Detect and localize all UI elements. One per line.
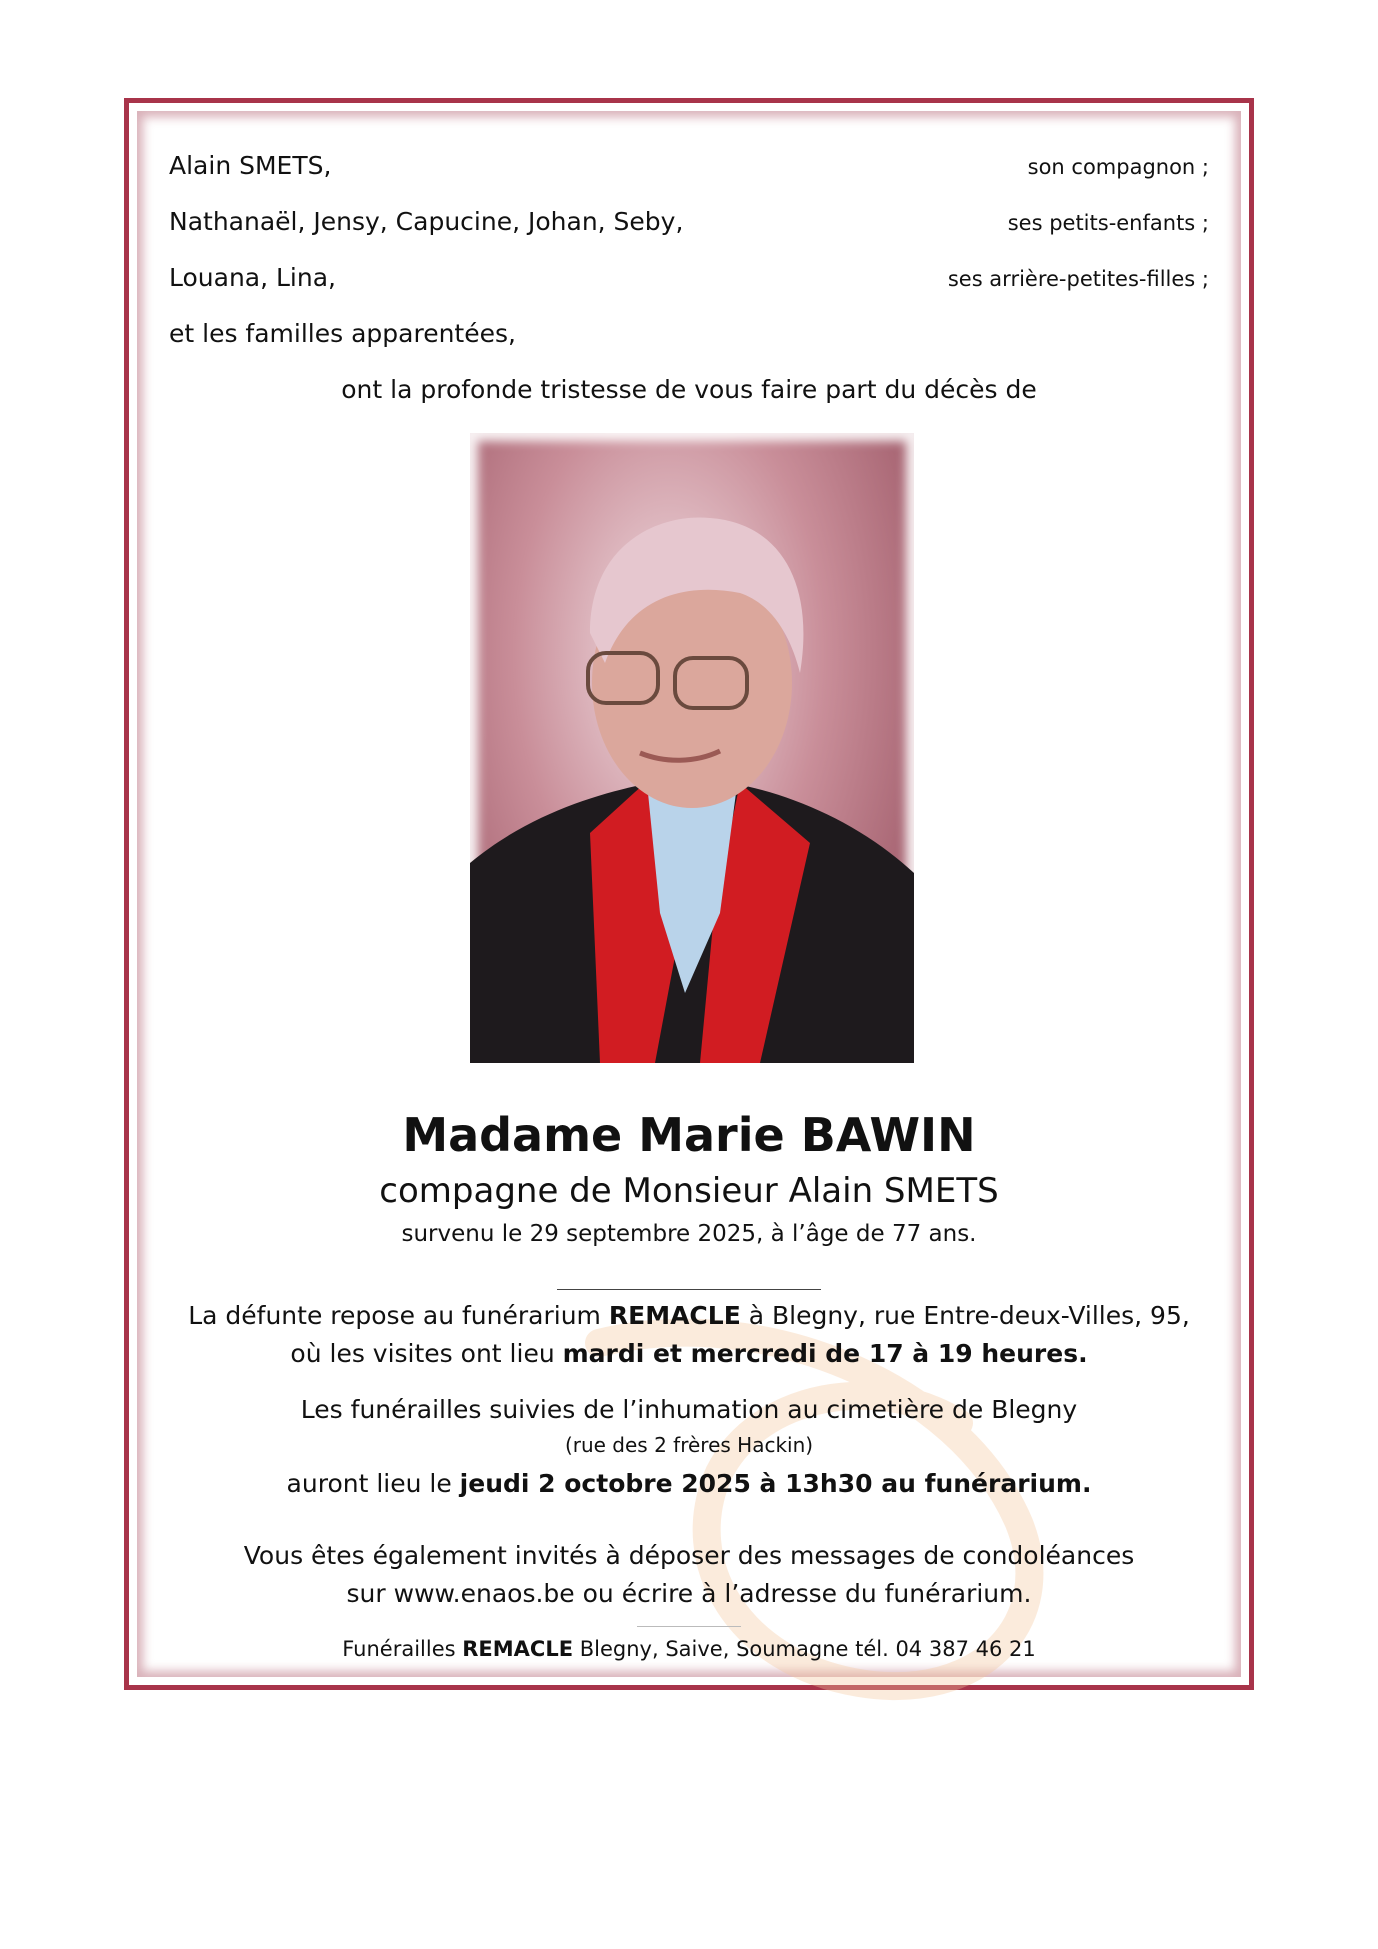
footer-rule: [637, 1626, 741, 1627]
visitation-suffix: à Blegny, rue Entre-deux-Villes, 95,: [740, 1301, 1190, 1330]
funeral-date: jeudi 2 octobre 2025 à 13h30 au funérarium.: [459, 1469, 1092, 1498]
visitation-prefix: La défunte repose au funérarium: [188, 1301, 609, 1330]
footer-funeral-home: REMACLE: [462, 1637, 574, 1661]
family-name: Louana, Lina,: [169, 263, 336, 292]
funeral-home-name: REMACLE: [608, 1301, 741, 1330]
footer-suffix: Blegny, Saive, Soumagne tél. 04 387 46 21: [573, 1637, 1036, 1661]
deceased-portrait: [470, 433, 914, 1063]
funeral-line-2: (rue des 2 frères Hackin): [564, 1433, 814, 1457]
deceased-death: survenu le 29 septembre 2025, à l’âge de 77 ans.: [401, 1221, 977, 1247]
family-relation: ses arrière-petites-filles ;: [947, 267, 1209, 291]
visitation-hours: mardi et mercredi de 17 à 19 heures.: [562, 1339, 1088, 1368]
visitation-line-1: [129, 1301, 1249, 1330]
announcement-text: ont la profonde tristesse de vous faire part du décès de: [341, 375, 1037, 404]
family-row-grandchildren: [169, 207, 1209, 247]
footer-prefix: Funérailles: [342, 1637, 463, 1661]
families-row: [169, 319, 1209, 359]
separator-rule: [557, 1289, 821, 1290]
funeral-line-3: [129, 1469, 1249, 1498]
funeral-line-1: Les funérailles suivies de l’inhumation au cimetière de Blegny: [300, 1395, 1078, 1424]
deceased-name: Madame Marie BAWIN: [402, 1108, 976, 1162]
condolences-line-2: sur www.enaos.be ou écrire à l’adresse du funérarium.: [346, 1579, 1032, 1608]
visitation-hours-prefix: où les visites ont lieu: [290, 1339, 563, 1368]
announcement-frame: [124, 98, 1254, 1690]
funeral-date-prefix: auront lieu le: [286, 1469, 460, 1498]
family-name: Nathanaël, Jensy, Capucine, Johan, Seby,: [169, 207, 684, 236]
family-row-great-grandchildren: [169, 263, 1209, 303]
deceased-companion: compagne de Monsieur Alain SMETS: [379, 1171, 999, 1211]
condolences-line-1: Vous êtes également invités à déposer des messages de condoléances: [243, 1541, 1135, 1570]
families-line: et les familles apparentées,: [169, 319, 516, 348]
footer-line: [129, 1637, 1249, 1661]
family-name: Alain SMETS,: [169, 151, 332, 180]
family-row-companion: [169, 151, 1209, 191]
visitation-line-2: [129, 1339, 1249, 1368]
family-relation: ses petits-enfants ;: [1007, 211, 1209, 235]
family-relation: son compagnon ;: [1027, 155, 1209, 179]
